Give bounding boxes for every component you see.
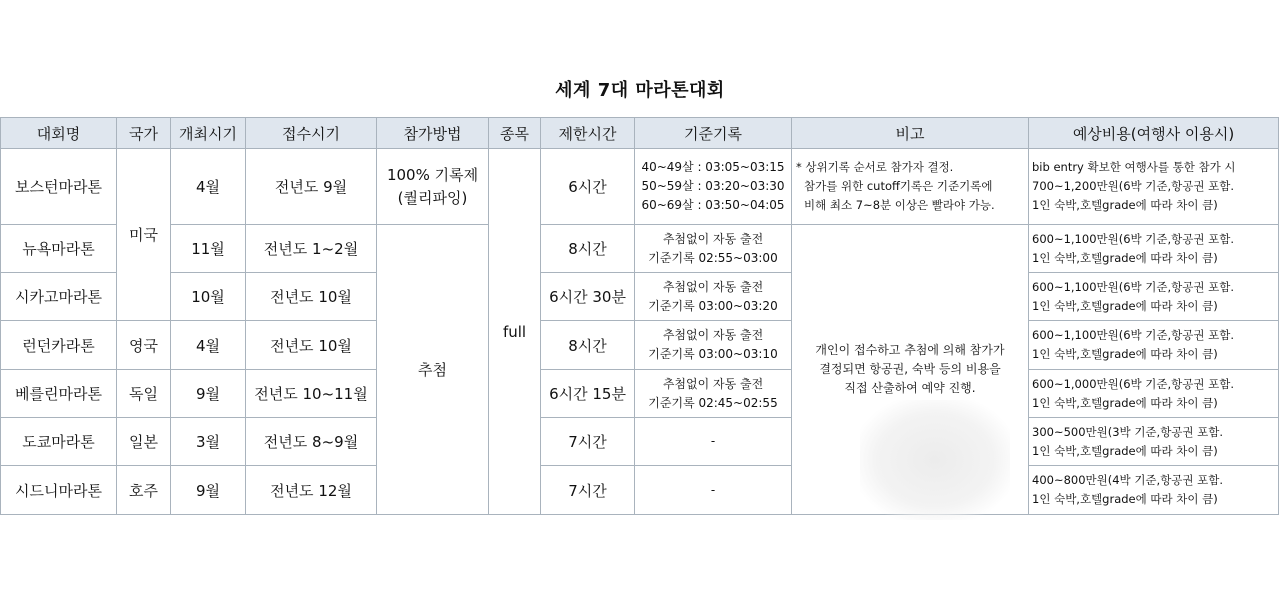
marathon-name: 베를린마라톤 <box>1 370 117 418</box>
header-method: 참가방법 <box>377 118 489 149</box>
marathon-name: 도쿄마라톤 <box>1 418 117 466</box>
page-title: 세계 7대 마라톤대회 <box>555 80 725 101</box>
cost-cell <box>1029 418 1279 466</box>
cost-cell <box>1029 466 1279 515</box>
cost-line: 1인 숙박,호텔grade에 따라 차이 큼) <box>1032 250 1218 265</box>
marathon-table <box>0 117 1279 515</box>
header-country: 국가 <box>117 118 171 149</box>
header-cost: 예상비용(여행사 이용시) <box>1029 118 1279 149</box>
standard-line: 추첨없이 자동 출전 <box>662 231 764 246</box>
held-month: 4월 <box>171 149 246 225</box>
table-row <box>1 321 1279 370</box>
table-row <box>1 466 1279 515</box>
registration-period: 전년도 9월 <box>246 149 377 225</box>
header-name: 대회명 <box>1 118 117 149</box>
standard-record: - <box>635 418 792 466</box>
cost-line: 600~1,100만원(6박 기준,항공권 포함. <box>1032 231 1235 246</box>
marathon-name: 뉴욕마라톤 <box>1 225 117 273</box>
note-line: 직접 산출하여 예약 진행. <box>844 381 976 395</box>
time-limit: 7시간 <box>541 418 635 466</box>
header-event: 종목 <box>489 118 541 149</box>
time-limit: 8시간 <box>541 225 635 273</box>
standard-record <box>635 370 792 418</box>
method-line: (퀄리파잉) <box>397 188 468 207</box>
standard-line: 50~59살 : 03:20~03:30 <box>641 179 785 193</box>
marathon-name: 시카고마라톤 <box>1 273 117 321</box>
standard-line: 추첨없이 자동 출전 <box>662 279 764 294</box>
held-month: 11월 <box>171 225 246 273</box>
cost-line: 700~1,200만원(6박 기준,항공권 포함. <box>1032 179 1235 193</box>
header-notes: 비고 <box>792 118 1029 149</box>
table-row <box>1 273 1279 321</box>
table-row <box>1 418 1279 466</box>
standard-record <box>635 149 792 225</box>
country-cell: 일본 <box>117 418 171 466</box>
registration-period: 전년도 8~9월 <box>246 418 377 466</box>
cost-line: 300~500만원(3박 기준,항공권 포함. <box>1032 424 1224 439</box>
cost-line: bib entry 확보한 여행사를 통한 참가 시 <box>1032 160 1236 174</box>
country-cell: 영국 <box>117 321 171 370</box>
method-line: 100% 기록제 <box>386 165 479 184</box>
note-boston <box>792 149 1029 225</box>
time-limit: 7시간 <box>541 466 635 515</box>
time-limit: 6시간 30분 <box>541 273 635 321</box>
table-row <box>1 149 1279 225</box>
method-lottery: 추첨 <box>377 225 489 515</box>
marathon-name: 보스턴마라톤 <box>1 149 117 225</box>
registration-period: 전년도 1~2월 <box>246 225 377 273</box>
standard-record: - <box>635 466 792 515</box>
note-others <box>792 225 1029 515</box>
country-cell: 미국 <box>117 149 171 321</box>
cost-line: 600~1,000만원(6박 기준,항공권 포함. <box>1032 376 1235 391</box>
cost-line: 600~1,100만원(6박 기준,항공권 포함. <box>1032 328 1235 342</box>
registration-period: 전년도 12월 <box>246 466 377 515</box>
standard-record <box>635 273 792 321</box>
cost-line: 1인 숙박,호텔grade에 따라 차이 큼) <box>1032 492 1218 506</box>
cost-cell <box>1029 149 1279 225</box>
cost-cell <box>1029 370 1279 418</box>
registration-period: 전년도 10월 <box>246 321 377 370</box>
cost-line: 1인 숙박,호텔grade에 따라 차이 큼) <box>1032 443 1218 458</box>
note-line: 비해 최소 7~8분 이상은 빨라야 가능. <box>804 198 995 212</box>
method-qualifying <box>377 149 489 225</box>
time-limit: 6시간 <box>541 149 635 225</box>
header-registration: 접수시기 <box>246 118 377 149</box>
cost-line: 1인 숙박,호텔grade에 따라 차이 큼) <box>1032 198 1218 212</box>
header-standard: 기준기록 <box>635 118 792 149</box>
held-month: 4월 <box>171 321 246 370</box>
held-month: 9월 <box>171 370 246 418</box>
standard-record <box>635 225 792 273</box>
time-limit: 8시간 <box>541 321 635 370</box>
standard-line: 기준기록 03:00~03:20 <box>648 298 778 313</box>
time-limit: 6시간 15분 <box>541 370 635 418</box>
cost-cell <box>1029 225 1279 273</box>
marathon-name: 런던카라톤 <box>1 321 117 370</box>
note-line: 개인이 접수하고 추첨에 의해 참가가 <box>815 343 1005 357</box>
standard-line: 기준기록 02:55~03:00 <box>648 250 778 265</box>
header-held: 개최시기 <box>171 118 246 149</box>
cost-cell <box>1029 273 1279 321</box>
cost-line: 1인 숙박,호텔grade에 따라 차이 큼) <box>1032 298 1218 313</box>
header-time-limit: 제한시간 <box>541 118 635 149</box>
header-row <box>1 118 1279 149</box>
standard-line: 40~49살 : 03:05~03:15 <box>641 160 785 174</box>
cost-line: 600~1,100만원(6박 기준,항공권 포함. <box>1032 279 1235 294</box>
note-line: 참가를 위한 cutoff기록은 기준기록에 <box>804 179 993 193</box>
note-line: 결정되면 항공권, 숙박 등의 비용을 <box>819 362 1001 376</box>
cost-line: 400~800만원(4박 기준,항공권 포함. <box>1032 473 1224 487</box>
cost-line: 1인 숙박,호텔grade에 따라 차이 큼) <box>1032 347 1218 361</box>
standard-record <box>635 321 792 370</box>
note-line: * 상위기록 순서로 참가자 결정. <box>796 160 954 174</box>
cost-line: 1인 숙박,호텔grade에 따라 차이 큼) <box>1032 395 1218 410</box>
standard-line: 추첨없이 자동 출전 <box>662 376 764 391</box>
country-cell: 독일 <box>117 370 171 418</box>
standard-line: 기준기록 03:00~03:10 <box>648 347 778 361</box>
cost-cell <box>1029 321 1279 370</box>
marathon-name: 시드니마라톤 <box>1 466 117 515</box>
standard-line: 60~69살 : 03:50~04:05 <box>641 198 785 212</box>
table-row <box>1 225 1279 273</box>
table-row <box>1 370 1279 418</box>
country-cell: 호주 <box>117 466 171 515</box>
registration-period: 전년도 10월 <box>246 273 377 321</box>
held-month: 9월 <box>171 466 246 515</box>
standard-line: 기준기록 02:45~02:55 <box>648 395 778 410</box>
held-month: 3월 <box>171 418 246 466</box>
event-cell: full <box>489 149 541 515</box>
standard-line: 추첨없이 자동 출전 <box>662 328 764 342</box>
held-month: 10월 <box>171 273 246 321</box>
registration-period: 전년도 10~11월 <box>246 370 377 418</box>
